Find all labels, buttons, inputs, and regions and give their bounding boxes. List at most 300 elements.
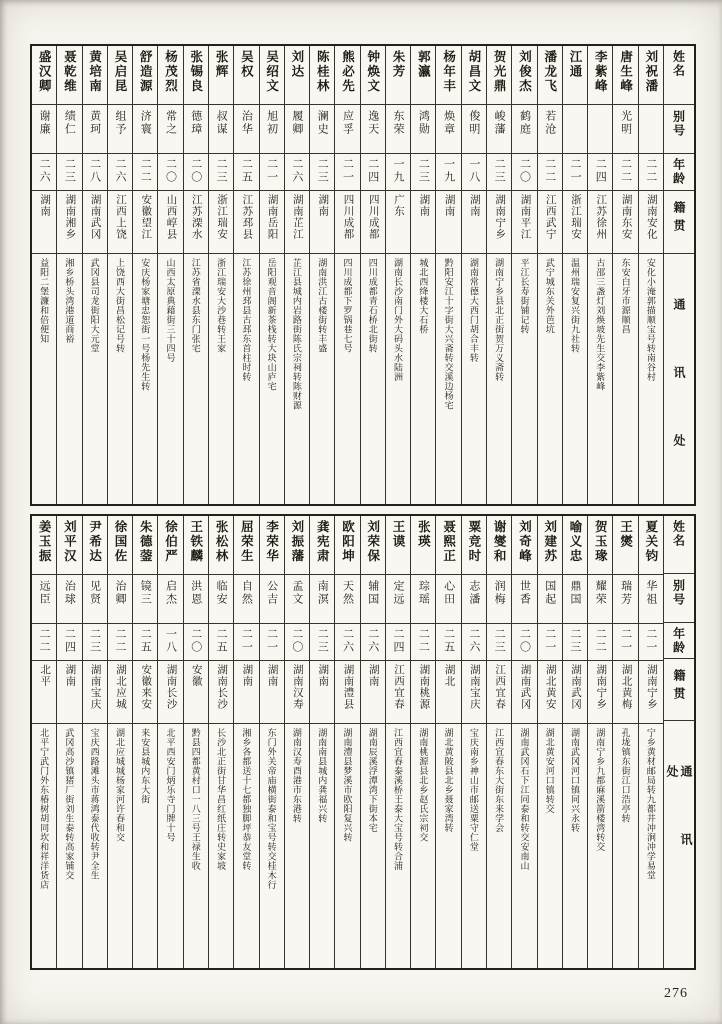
person-name: 钟焕文 <box>365 50 380 94</box>
person-address-cell <box>639 723 663 968</box>
person-name: 贺光鼎 <box>492 50 507 94</box>
header-alias-cell <box>664 104 694 153</box>
person-age-cell <box>361 623 385 660</box>
page-content <box>30 44 696 970</box>
person-name: 龚宪肃 <box>315 520 330 564</box>
person-alias-cell <box>411 104 435 153</box>
person-address: 湖南武冈石下江同泰和转交安南山 <box>519 728 530 871</box>
person-alias: 治卿 <box>113 580 126 606</box>
person-address-cell <box>310 723 334 968</box>
person-address-cell <box>386 253 410 504</box>
person-native-cell <box>613 660 637 723</box>
person-native: 湖南武冈 <box>89 194 101 240</box>
person-name-cell <box>588 516 612 574</box>
header-age-cell <box>664 622 694 659</box>
person-address-cell <box>487 723 511 968</box>
person-address-cell <box>538 723 562 968</box>
person-age: 二六 <box>467 628 480 654</box>
person-address: 安化小淹郭描顺宝号转南谷村 <box>645 258 656 382</box>
person-native-cell <box>310 660 334 723</box>
header-name-cell <box>664 516 694 573</box>
person-age-cell <box>108 153 132 190</box>
person-age-cell <box>209 623 233 660</box>
person-address-cell <box>285 253 309 504</box>
person-address: 上饶西大街昌松记号转 <box>114 258 125 353</box>
person-alias: 组予 <box>113 110 126 136</box>
person-column <box>612 46 637 504</box>
person-name: 喻义忠 <box>568 520 583 564</box>
person-address: 湘乡各都送十七都独脚坪恭友堂转 <box>241 728 252 871</box>
person-column <box>157 46 182 504</box>
person-age: 二一 <box>543 628 556 654</box>
person-alias-cell <box>108 104 132 153</box>
person-name-cell <box>588 46 612 104</box>
person-name: 张松林 <box>214 520 229 564</box>
person-age: 二二 <box>594 628 607 654</box>
person-name-cell <box>462 46 486 104</box>
person-native-cell <box>639 660 663 723</box>
person-column <box>435 516 460 968</box>
person-native-cell <box>184 190 208 253</box>
person-name-cell <box>613 46 637 104</box>
person-native-cell <box>613 190 637 253</box>
person-alias: 洪恩 <box>189 580 202 606</box>
person-age-cell <box>234 623 258 660</box>
person-column <box>107 46 132 504</box>
person-name: 盛汉卿 <box>37 50 52 94</box>
person-age: 二三 <box>417 158 430 184</box>
person-alias: 润梅 <box>493 580 506 606</box>
person-age-cell <box>260 623 284 660</box>
person-name: 粟竞时 <box>466 520 481 564</box>
person-native-cell <box>462 660 486 723</box>
person-age: 二〇 <box>518 158 531 184</box>
header-native-cell <box>664 658 694 720</box>
person-age: 二三 <box>493 158 506 184</box>
person-age: 二四 <box>366 158 379 184</box>
person-column <box>82 516 107 968</box>
header-alias-label: 别号 <box>671 579 686 608</box>
person-name-cell <box>487 516 511 574</box>
person-age-cell <box>588 153 612 190</box>
header-alias-label: 别号 <box>671 110 686 138</box>
person-alias: 瑞芳 <box>619 580 632 606</box>
person-native-cell <box>158 660 182 723</box>
person-address: 湖南长沙南门外大码头水陆洲 <box>393 258 404 382</box>
person-name-cell <box>639 516 663 574</box>
person-native-cell <box>411 660 435 723</box>
person-age: 二六 <box>366 628 379 654</box>
person-name: 聂乾维 <box>62 50 77 94</box>
person-address: 浙江瑞安大沙巷转王家 <box>216 258 227 353</box>
directory-table-bottom <box>30 514 696 970</box>
person-name: 谢燮和 <box>492 520 507 564</box>
person-address-cell <box>335 723 359 968</box>
person-name: 徐国佐 <box>112 520 127 564</box>
person-address-cell <box>487 253 511 504</box>
person-name-cell <box>613 516 637 574</box>
person-address-cell <box>108 253 132 504</box>
person-address: 孔垅镇东街江口浩亭转 <box>620 728 631 823</box>
person-native: 湖南安化 <box>645 194 657 240</box>
person-alias: 鸿勋 <box>417 110 430 136</box>
person-alias: 华祖 <box>644 580 657 606</box>
person-alias-cell <box>108 574 132 623</box>
person-age: 二二 <box>38 628 51 654</box>
person-native-cell <box>32 660 56 723</box>
person-age: 二五 <box>442 628 455 654</box>
person-alias-cell <box>234 574 258 623</box>
person-alias-cell <box>260 104 284 153</box>
person-address: 湖南桃源县北乡赵氏宗祠交 <box>418 728 429 842</box>
person-native: 湖南武冈 <box>570 664 582 710</box>
person-native-cell <box>538 190 562 253</box>
person-name-cell <box>57 46 81 104</box>
person-age: 二二 <box>644 158 657 184</box>
person-name: 张锡良 <box>188 50 203 94</box>
person-alias: 鼎国 <box>569 580 582 606</box>
person-address-cell <box>260 723 284 968</box>
person-native-cell <box>436 660 460 723</box>
person-alias-cell <box>133 574 157 623</box>
person-address: 武冈高沙镇猪厂街刘生泰转高家铺交 <box>64 728 75 880</box>
person-address-cell <box>234 723 258 968</box>
person-native-cell <box>563 660 587 723</box>
person-column <box>410 46 435 504</box>
person-address: 芷江县城内岩路街陈氏宗祠转陈财源 <box>291 258 302 410</box>
person-alias-cell <box>83 574 107 623</box>
person-alias-cell <box>436 574 460 623</box>
person-column <box>259 46 284 504</box>
person-age-cell <box>32 623 56 660</box>
person-age: 一八 <box>467 158 480 184</box>
person-alias: 若沧 <box>543 110 556 136</box>
person-name-cell <box>184 46 208 104</box>
header-address-cell <box>664 253 694 504</box>
person-name-cell <box>158 516 182 574</box>
person-alias-cell <box>361 104 385 153</box>
person-address-cell <box>512 723 536 968</box>
person-alias: 峻藩 <box>493 110 506 136</box>
person-native: 广东 <box>393 194 405 217</box>
person-column <box>461 516 486 968</box>
person-name: 贺玉瑑 <box>593 520 608 564</box>
header-column <box>663 46 694 504</box>
person-address-cell <box>386 723 410 968</box>
person-address-cell <box>83 253 107 504</box>
person-address-cell <box>32 723 56 968</box>
person-name: 刘俊杰 <box>517 50 532 94</box>
person-name: 杨茂烈 <box>163 50 178 94</box>
person-name-cell <box>108 516 132 574</box>
person-column <box>385 46 410 504</box>
person-alias-cell <box>310 574 334 623</box>
person-native-cell <box>487 660 511 723</box>
person-age-cell <box>512 153 536 190</box>
person-name: 吴权 <box>239 50 254 79</box>
person-alias-cell <box>462 574 486 623</box>
person-alias: 澜史 <box>316 110 329 136</box>
person-address: 宝庆西路滩头市蒋鸿泰代收转尹全生 <box>89 728 100 880</box>
person-age-cell <box>209 153 233 190</box>
person-address: 长沙北正街甘华昌红纸庄转史家坡 <box>216 728 227 871</box>
person-address-cell <box>639 253 663 504</box>
person-address: 湖南武冈河口镇同兴永转 <box>570 728 581 833</box>
person-age-cell <box>563 153 587 190</box>
person-native-cell <box>588 190 612 253</box>
person-native-cell <box>512 190 536 253</box>
person-name: 刘荣保 <box>365 520 380 564</box>
person-native-cell <box>260 190 284 253</box>
person-address-cell <box>563 253 587 504</box>
person-column <box>183 516 208 968</box>
header-name-label: 姓名 <box>671 520 686 548</box>
person-address: 江苏省溧水县东门张宅 <box>190 258 201 353</box>
person-name: 胡昌文 <box>466 50 481 94</box>
person-age-cell <box>538 623 562 660</box>
person-alias-cell <box>538 574 562 623</box>
person-name: 刘振藩 <box>289 520 304 564</box>
person-alias: 远臣 <box>38 580 51 606</box>
person-alias-cell <box>310 104 334 153</box>
person-alias: 耀荣 <box>594 580 607 606</box>
person-name-cell <box>361 46 385 104</box>
person-name-cell <box>83 46 107 104</box>
person-column <box>537 46 562 504</box>
person-column <box>638 46 663 504</box>
person-alias-cell <box>285 574 309 623</box>
person-native: 湖北黄安 <box>544 664 556 710</box>
person-age-cell <box>184 153 208 190</box>
person-native-cell <box>335 190 359 253</box>
person-alias: 心田 <box>442 580 455 606</box>
person-address: 武宁城东关外芭坑 <box>544 258 555 334</box>
person-native-cell <box>260 660 284 723</box>
person-name: 夏关钧 <box>643 520 658 564</box>
person-name-cell <box>487 46 511 104</box>
person-native: 湖南东安 <box>620 194 632 240</box>
person-name-cell <box>386 516 410 574</box>
person-age: 二二 <box>139 158 152 184</box>
person-native-cell <box>108 190 132 253</box>
person-name: 屈荣生 <box>239 520 254 564</box>
person-age: 二一 <box>341 158 354 184</box>
person-alias-cell <box>386 104 410 153</box>
person-name-cell <box>462 516 486 574</box>
person-alias: 德璋 <box>189 110 202 136</box>
person-name-cell <box>57 516 81 574</box>
person-native: 北平 <box>39 664 51 687</box>
person-age-cell <box>108 623 132 660</box>
person-column <box>284 46 309 504</box>
person-name-cell <box>158 46 182 104</box>
person-alias: 治球 <box>63 580 76 606</box>
person-name: 刘建苏 <box>542 520 557 564</box>
person-alias-cell <box>260 574 284 623</box>
person-name: 王谟 <box>391 520 406 549</box>
person-age-cell <box>411 153 435 190</box>
person-name: 刘达 <box>289 50 304 79</box>
person-native-cell <box>158 190 182 253</box>
person-address: 山西太原典藉街三十四号 <box>165 258 176 363</box>
person-age: 二四 <box>392 628 405 654</box>
person-native: 湖南长沙 <box>165 664 177 710</box>
person-age-cell <box>57 623 81 660</box>
person-name: 舒造源 <box>138 50 153 94</box>
person-column <box>233 46 258 504</box>
person-native: 湖南宁乡 <box>645 664 657 710</box>
person-name: 张瑛 <box>416 520 431 549</box>
person-address-cell <box>108 723 132 968</box>
person-age: 二六 <box>113 158 126 184</box>
person-native-cell <box>386 660 410 723</box>
person-column <box>334 516 359 968</box>
person-address-cell <box>538 253 562 504</box>
person-alias: 东荣 <box>392 110 405 136</box>
person-column <box>208 516 233 968</box>
person-address: 湖南南县城内龚福兴转 <box>317 728 328 823</box>
person-address-cell <box>234 253 258 504</box>
person-name: 尹希达 <box>87 520 102 564</box>
person-native-cell <box>361 190 385 253</box>
person-alias-cell <box>613 574 637 623</box>
person-age-cell <box>563 623 587 660</box>
person-native: 四川成都 <box>342 194 354 240</box>
person-column <box>461 46 486 504</box>
person-native-cell <box>563 190 587 253</box>
person-age: 二二 <box>543 158 556 184</box>
person-name-cell <box>538 516 562 574</box>
person-alias-cell <box>512 574 536 623</box>
person-native-cell <box>234 660 258 723</box>
person-alias-cell <box>57 104 81 153</box>
person-address-cell <box>260 253 284 504</box>
person-address-cell <box>411 723 435 968</box>
person-alias: 治华 <box>240 110 253 136</box>
person-alias: 孟文 <box>290 580 303 606</box>
person-column <box>638 516 663 968</box>
person-native-cell <box>436 190 460 253</box>
person-address: 江西宜春东大街东来学会 <box>494 728 505 833</box>
person-name-cell <box>260 516 284 574</box>
person-age: 二三 <box>63 158 76 184</box>
person-native-cell <box>639 190 663 253</box>
person-age: 二三 <box>316 628 329 654</box>
person-column <box>132 516 157 968</box>
person-native: 江西上饶 <box>114 194 126 240</box>
person-native-cell <box>538 660 562 723</box>
person-name: 李紫峰 <box>593 50 608 94</box>
person-address: 江苏徐州邳县古邳东首柱时转 <box>241 258 252 382</box>
person-alias: 天然 <box>341 580 354 606</box>
person-alias: 光明 <box>619 110 632 136</box>
person-alias-cell <box>487 104 511 153</box>
person-alias-cell <box>436 104 460 153</box>
person-address-cell <box>57 253 81 504</box>
person-name: 江通 <box>568 50 583 79</box>
directory-table-top <box>30 44 696 506</box>
person-alias: 公吉 <box>265 580 278 606</box>
person-native: 湖南长沙 <box>216 664 228 710</box>
person-native: 湖南 <box>418 194 430 217</box>
person-column <box>132 46 157 504</box>
person-alias: 志潘 <box>467 580 480 606</box>
person-column <box>410 516 435 968</box>
person-native: 湖南 <box>39 194 51 217</box>
person-age-cell <box>639 153 663 190</box>
person-name-cell <box>260 46 284 104</box>
person-name-cell <box>133 516 157 574</box>
person-age: 二五 <box>240 158 253 184</box>
person-column <box>183 46 208 504</box>
person-alias: 履卿 <box>290 110 303 136</box>
person-native: 湖南 <box>317 194 329 217</box>
person-native: 湖南岳阳 <box>266 194 278 240</box>
person-alias-cell <box>613 104 637 153</box>
person-name: 王铁麟 <box>188 520 203 564</box>
person-age: 二八 <box>88 158 101 184</box>
person-native-cell <box>487 190 511 253</box>
person-name: 李荣华 <box>264 520 279 564</box>
person-address-cell <box>462 253 486 504</box>
person-alias: 定远 <box>392 580 405 606</box>
person-address: 湖南汉寿酉港市东港转 <box>291 728 302 823</box>
person-age: 二二 <box>417 628 430 654</box>
person-alias: 绩仁 <box>63 110 76 136</box>
person-age-cell <box>462 623 486 660</box>
person-native-cell <box>386 190 410 253</box>
person-column <box>511 516 536 968</box>
person-native-cell <box>133 660 157 723</box>
person-alias: 黄珂 <box>88 110 101 136</box>
person-alias: 旭初 <box>265 110 278 136</box>
person-alias: 琮瑶 <box>417 580 430 606</box>
person-age: 二五 <box>139 628 152 654</box>
person-alias-cell <box>386 574 410 623</box>
header-age-cell <box>664 153 694 190</box>
person-name: 郭瀛 <box>416 50 431 79</box>
person-age-cell <box>386 623 410 660</box>
person-native: 湖南宝庆 <box>468 664 480 710</box>
person-age-cell <box>310 153 334 190</box>
header-alias-cell <box>664 573 694 621</box>
person-column <box>612 516 637 968</box>
person-alias-cell <box>563 574 587 623</box>
person-native-cell <box>83 190 107 253</box>
person-address-cell <box>361 723 385 968</box>
person-column <box>562 46 587 504</box>
person-native: 浙江瑞安 <box>216 194 228 240</box>
person-address-cell <box>158 253 182 504</box>
person-native: 江西宜春 <box>393 664 405 710</box>
person-address: 四川成都下罗锅巷七号 <box>342 258 353 353</box>
person-age: 二〇 <box>290 628 303 654</box>
person-age-cell <box>234 153 258 190</box>
person-address-cell <box>285 723 309 968</box>
person-age-cell <box>83 623 107 660</box>
person-native: 湖南 <box>468 194 480 217</box>
person-address: 温州瑞安复兴街九社转 <box>570 258 581 353</box>
person-native: 湖南 <box>367 664 379 687</box>
person-alias-cell <box>411 574 435 623</box>
person-address: 武冈县司龙街阳大元堂 <box>89 258 100 353</box>
person-native-cell <box>310 190 334 253</box>
person-native-cell <box>57 190 81 253</box>
person-name-cell <box>335 46 359 104</box>
person-alias-cell <box>639 574 663 623</box>
person-name: 唐生峰 <box>618 50 633 94</box>
person-alias-cell <box>538 104 562 153</box>
